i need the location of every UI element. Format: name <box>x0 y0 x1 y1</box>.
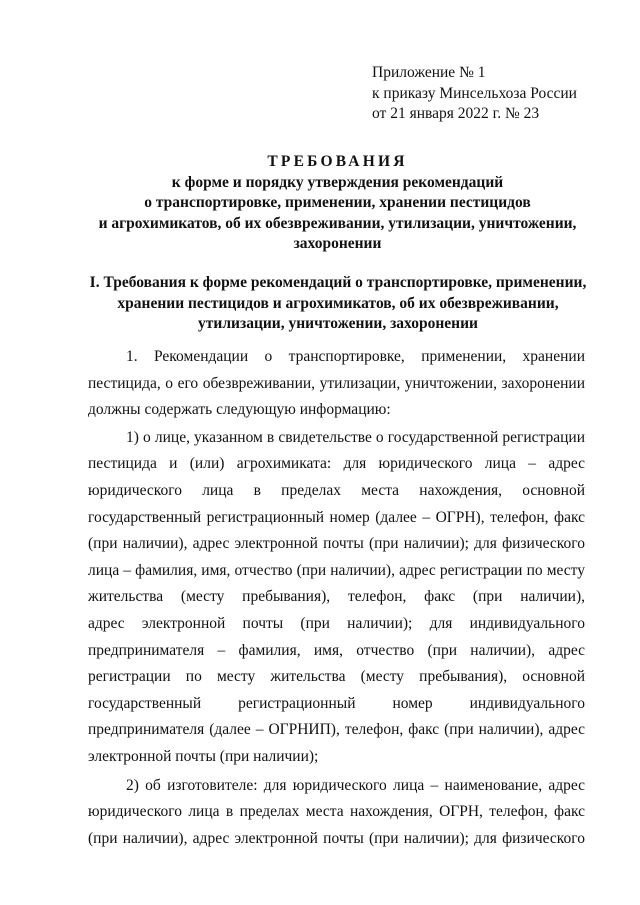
title-line-1: к форме и порядку утверждения рекомендаций <box>171 173 504 191</box>
section-line-3: утилизации, уничтожении, захоронении <box>198 315 478 332</box>
text-line: (при наличии), адрес электронной почты (при наличии); для физического <box>88 829 585 847</box>
text-line: регистрации по месту жительства (месту пребывания), основной <box>88 668 585 686</box>
text-line: (при наличии), адрес электронной почты (при наличии); для физического <box>88 535 585 553</box>
attachment-line-2: к приказу Минсельхоза России <box>372 84 577 102</box>
text-line: 1. Рекомендации о транспортировке, применении, хранении <box>126 348 585 365</box>
text-line: предпринимателя – фамилия, имя, отчество (при наличии), адрес <box>88 641 585 659</box>
body-text <box>88 344 585 852</box>
text-line: государственный регистрационный номер индивидуального <box>88 694 585 712</box>
title-line-4: захоронении <box>293 235 382 252</box>
paragraph-2 <box>88 425 585 771</box>
text-line: 2) об изготовителе: для юридического лица – наименование, адрес <box>126 776 585 794</box>
title-line-2: о транспортировке, применении, хранении пестицидов <box>144 194 531 211</box>
text-line: предпринимателя (далее – ОГРНИП), телефон, факс (при наличии), адрес <box>88 721 585 739</box>
section-heading <box>78 273 598 335</box>
text-line: юридического лица в пределах места нахождения, ОГРН, телефон, факс <box>88 803 585 821</box>
paragraph-3 <box>88 773 585 853</box>
paragraph-1 <box>88 344 585 424</box>
attachment-note <box>372 63 612 125</box>
text-line: электронной почты (при наличии); <box>88 747 319 765</box>
title-word: ТРЕБОВАНИЯ <box>267 153 408 170</box>
text-line: жительства (месту пребывания), телефон, факс (при наличии), <box>88 588 585 606</box>
section-line-1: I. Требования к форме рекомендаций о транспортировке, применении, <box>89 274 587 291</box>
text-line: пестицида и (или) агрохимиката: для юридического лица – адрес <box>88 455 585 473</box>
attachment-line-1: Приложение № 1 <box>372 64 486 81</box>
title-line-3: и агрохимикатов, об их обезвреживании, утилизации, уничтожении, <box>98 214 577 232</box>
text-line: юридического лица в пределах места нахождения, основной <box>88 481 585 499</box>
text-line: 1) о лице, указанном в свидетельстве о государственной регистрации <box>126 428 585 446</box>
document-title <box>80 152 595 255</box>
text-line: адрес электронной почты (при наличии); для индивидуального <box>88 614 585 632</box>
attachment-line-3: от 21 января 2022 г. № 23 <box>372 105 540 122</box>
text-line: государственный регистрационный номер (далее – ОГРН), телефон, факс <box>88 508 585 526</box>
section-line-2: хранении пестицидов и агрохимикатов, об их обезвреживании, <box>117 294 559 312</box>
text-line: пестицида, о его обезвреживании, утилизации, уничтожении, захоронении <box>88 374 585 392</box>
text-line: лица – фамилия, имя, отчество (при наличии), адрес регистрации по месту <box>88 561 585 579</box>
text-line: должны содержать следующую информацию: <box>88 401 391 419</box>
